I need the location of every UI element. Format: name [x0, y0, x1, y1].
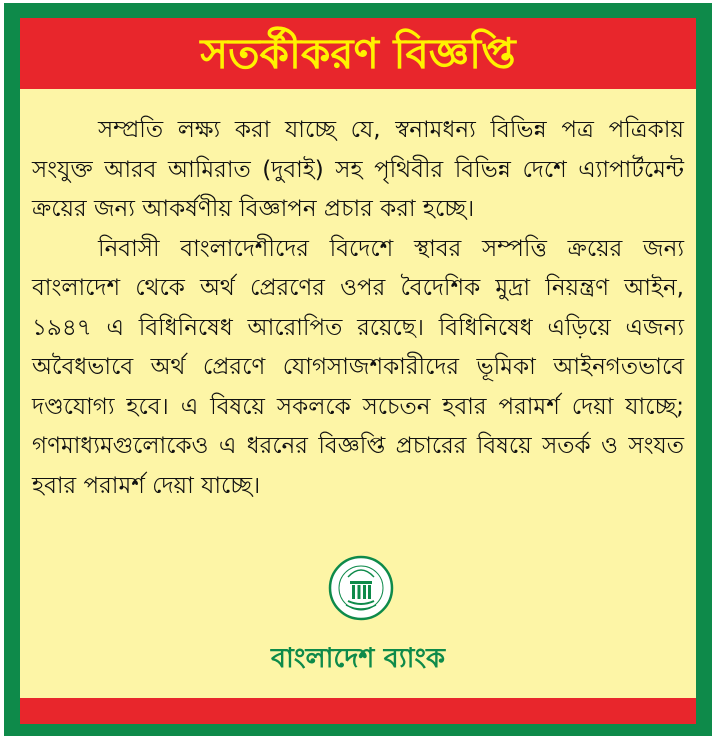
notice-header: [20, 18, 696, 89]
notice-body: [20, 89, 696, 698]
notice-paragraph-2: নিবাসী বাংলাদেশীদের বিদেশে স্থাবর সম্পত্তি ক্রয়ের জন্য বাংলাদেশ থেকে অর্থ প্রেরণের ওপর বৈদেশিক মুদ্রা নিয়ন্ত্রণ আইন, ১৯৪৭ এ বিধিনিষেধ আরোপিত রয়েছে। বিধিনিষেধ এড়িয়ে এজন্য অবৈধভাবে অর্থ প্রেরণে যোগসাজশকারীদের ভূমিকা আইনগতভাবে দণ্ডযোগ্য হবে। এ বিষয়ে সকলকে সচেতন হবার পরামর্শ দেয়া যাচ্ছে; গণমাধ্যমগুলোকেও এ ধরনের বিজ্ঞপ্তি প্রচারের বিষয়ে সতর্ক ও সংযত হবার পরামর্শ দেয়া যাচ্ছে।: [32, 235, 684, 499]
notice-paragraph-1: সম্প্রতি লক্ষ্য করা যাচ্ছে যে, স্বনামধন্য বিভিন্ন পত্র পত্রিকায় সংযুক্ত আরব আমিরাত (দুবাই) সহ পৃথিবীর বিভিন্ন দেশে এ্যাপার্টমেন্ট ক্রয়ের জন্য আকর্ষণীয় বিজ্ঞাপন প্রচার করা হচ্ছে।: [32, 117, 684, 222]
notice-title: সতর্কীকরণ বিজ্ঞপ্তি: [200, 28, 516, 78]
bangladesh-bank-seal-logo: [328, 555, 394, 621]
issuer-name: বাংলাদেশ ব্যাংক: [270, 643, 446, 674]
notice-frame: [4, 3, 712, 736]
bottom-red-band: [20, 698, 696, 724]
